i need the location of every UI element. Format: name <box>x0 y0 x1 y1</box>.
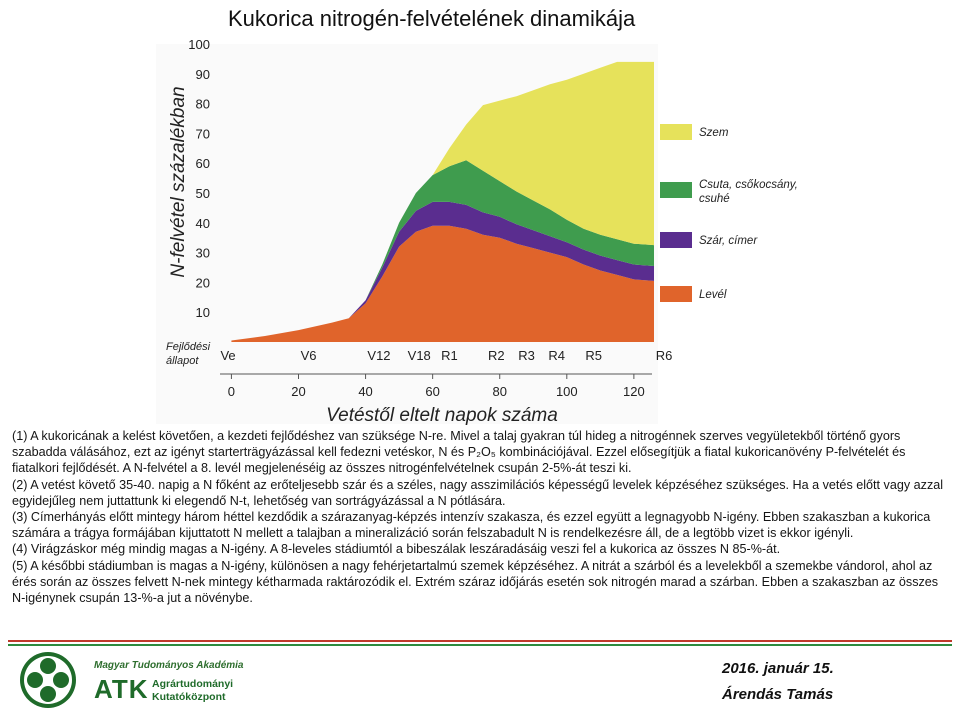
slide-title: Kukorica nitrogén-felvételének dinamikája <box>228 6 636 31</box>
stage-label: R4 <box>548 348 566 363</box>
atk-wordmark: ATK <box>94 674 149 704</box>
atk-logo-icon <box>18 650 78 710</box>
y-tick-label: 40 <box>195 215 210 231</box>
paragraph-4: (4) Virágzáskor még mindig magas a N-igény. A 8-leveles stádiumtól a bibeszálak leszáradásáig veszi fel a kukorica az összes N 85-%-át. <box>12 542 781 557</box>
paragraph-5: (5) A későbbi stádiumban is magas a N-igény, különösen a nagy fehérjetartalmú szemek képzéséhez. A nitrát a szárból és a levelekből a szemekbe vándorol, ahol az érés során az összes felvett N-nek mintegy kétharmada raktározódik el. Extrém száraz időjárás esetén sok nitrogén marad a szárban. Ebben a szakaszban az összes N-igénynek csupán 13-%-a jut a növénybe. <box>12 558 939 606</box>
paragraph-3: (3) Címerhányás előtt mintegy három héttel kezdődik a szárazanyag-képzés intenzív szakasza, és ezzel együtt a legnagyobb N-igény. Ebben szakaszban a kukorica számára a trágya formájában kijuttatott N mellett a talajban a mineralizáció során felszabadult N is rendelkezésre áll, de a legtöbb vizet is ekkor igényli. <box>12 510 931 541</box>
stage-label: R2 <box>488 348 505 363</box>
legend-swatch <box>660 286 692 302</box>
y-tick-label: 20 <box>195 275 210 291</box>
institute-line-2: Kutatóközpont <box>152 691 226 703</box>
y-tick-label: 100 <box>188 37 210 52</box>
footer-rule-red <box>8 640 952 642</box>
footer-rule-green <box>8 644 952 646</box>
x-tick-label: 80 <box>492 384 507 399</box>
footer-author: Árendás Tamás <box>722 686 834 703</box>
legend-label: Szár, címer <box>699 235 758 247</box>
footer-date: 2016. január 15. <box>722 660 834 677</box>
legend <box>660 124 798 302</box>
stage-label: V12 <box>367 348 391 363</box>
y-tick-label: 10 <box>195 305 210 321</box>
x-tick-label: 0 <box>227 384 236 399</box>
legend-swatch <box>660 232 692 248</box>
legend-label: Szem <box>699 127 729 139</box>
paragraph-2: (2) A vetést követő 35-40. napig a N főként az erőteljesebb szár és a széles, nagy asszimilációs képességű levelek képzéséhez szükséges. Ha a vetés előtt vagy azzal egyidejűleg nem juttattunk ki elegendő N-t, lehetőség van sortrágyázással a N pótlására. <box>12 477 944 508</box>
y-tick-label: 80 <box>195 96 210 112</box>
y-tick-label: 70 <box>195 126 210 142</box>
stage-label: V18 <box>407 348 431 363</box>
stage-label: R5 <box>585 348 602 363</box>
x-tick-label: 20 <box>291 384 306 399</box>
x-tick-label: 100 <box>555 384 578 399</box>
y-tick-label: 90 <box>195 66 210 82</box>
legend-swatch <box>660 124 692 140</box>
stage-row-label: Fejlődési <box>166 341 211 353</box>
stage-label: Ve <box>220 348 236 363</box>
stage-label: V6 <box>300 348 317 363</box>
paragraph-1: (1) A kukoricának a kelést követően, a kezdeti fejlődéshez van szüksége N-re. Mivel a talaj gyakran túl hideg a nitrogénnek szerves vegyületekből történő gyors szabadda válásához, ezt az igényt starterträgyázással kell fedezni vetéskor, N és P₂O₅ kombinációjával. Ezzel elősegítjük a fiatal kukoricanövény P-felvételét és fiatalkori fejlődését. A N-felvétel a 8. levél megjelenéséig az összes nitrogénfelvételnek csupán 2-5%-át teszi ki. <box>12 429 906 476</box>
x-axis-label: Vetéstől eltelt napok száma <box>326 405 558 426</box>
body-text <box>12 428 948 606</box>
stage-row-label: állapot <box>166 355 199 367</box>
x-tick-label: 60 <box>425 384 440 399</box>
x-tick-label: 120 <box>623 384 645 399</box>
legend-label: Csuta, csőkocsány, <box>699 179 798 191</box>
institute-line-1: Agrártudományi <box>152 678 234 690</box>
legend-swatch <box>660 182 692 198</box>
stage-label: R1 <box>441 348 458 363</box>
y-axis-label: N-felvétel százalékban <box>168 86 189 278</box>
y-tick-label: 50 <box>195 186 210 201</box>
legend-label: csuhé <box>699 193 730 205</box>
legend-label: Levél <box>699 289 727 301</box>
x-tick-label: 40 <box>358 384 373 399</box>
y-tick-label: 60 <box>195 156 210 172</box>
stage-label: R3 <box>518 348 535 363</box>
y-tick-label: 30 <box>195 245 210 261</box>
stage-label: R6 <box>655 348 673 363</box>
academy-name: Magyar Tudományos Akadémia <box>94 660 244 671</box>
